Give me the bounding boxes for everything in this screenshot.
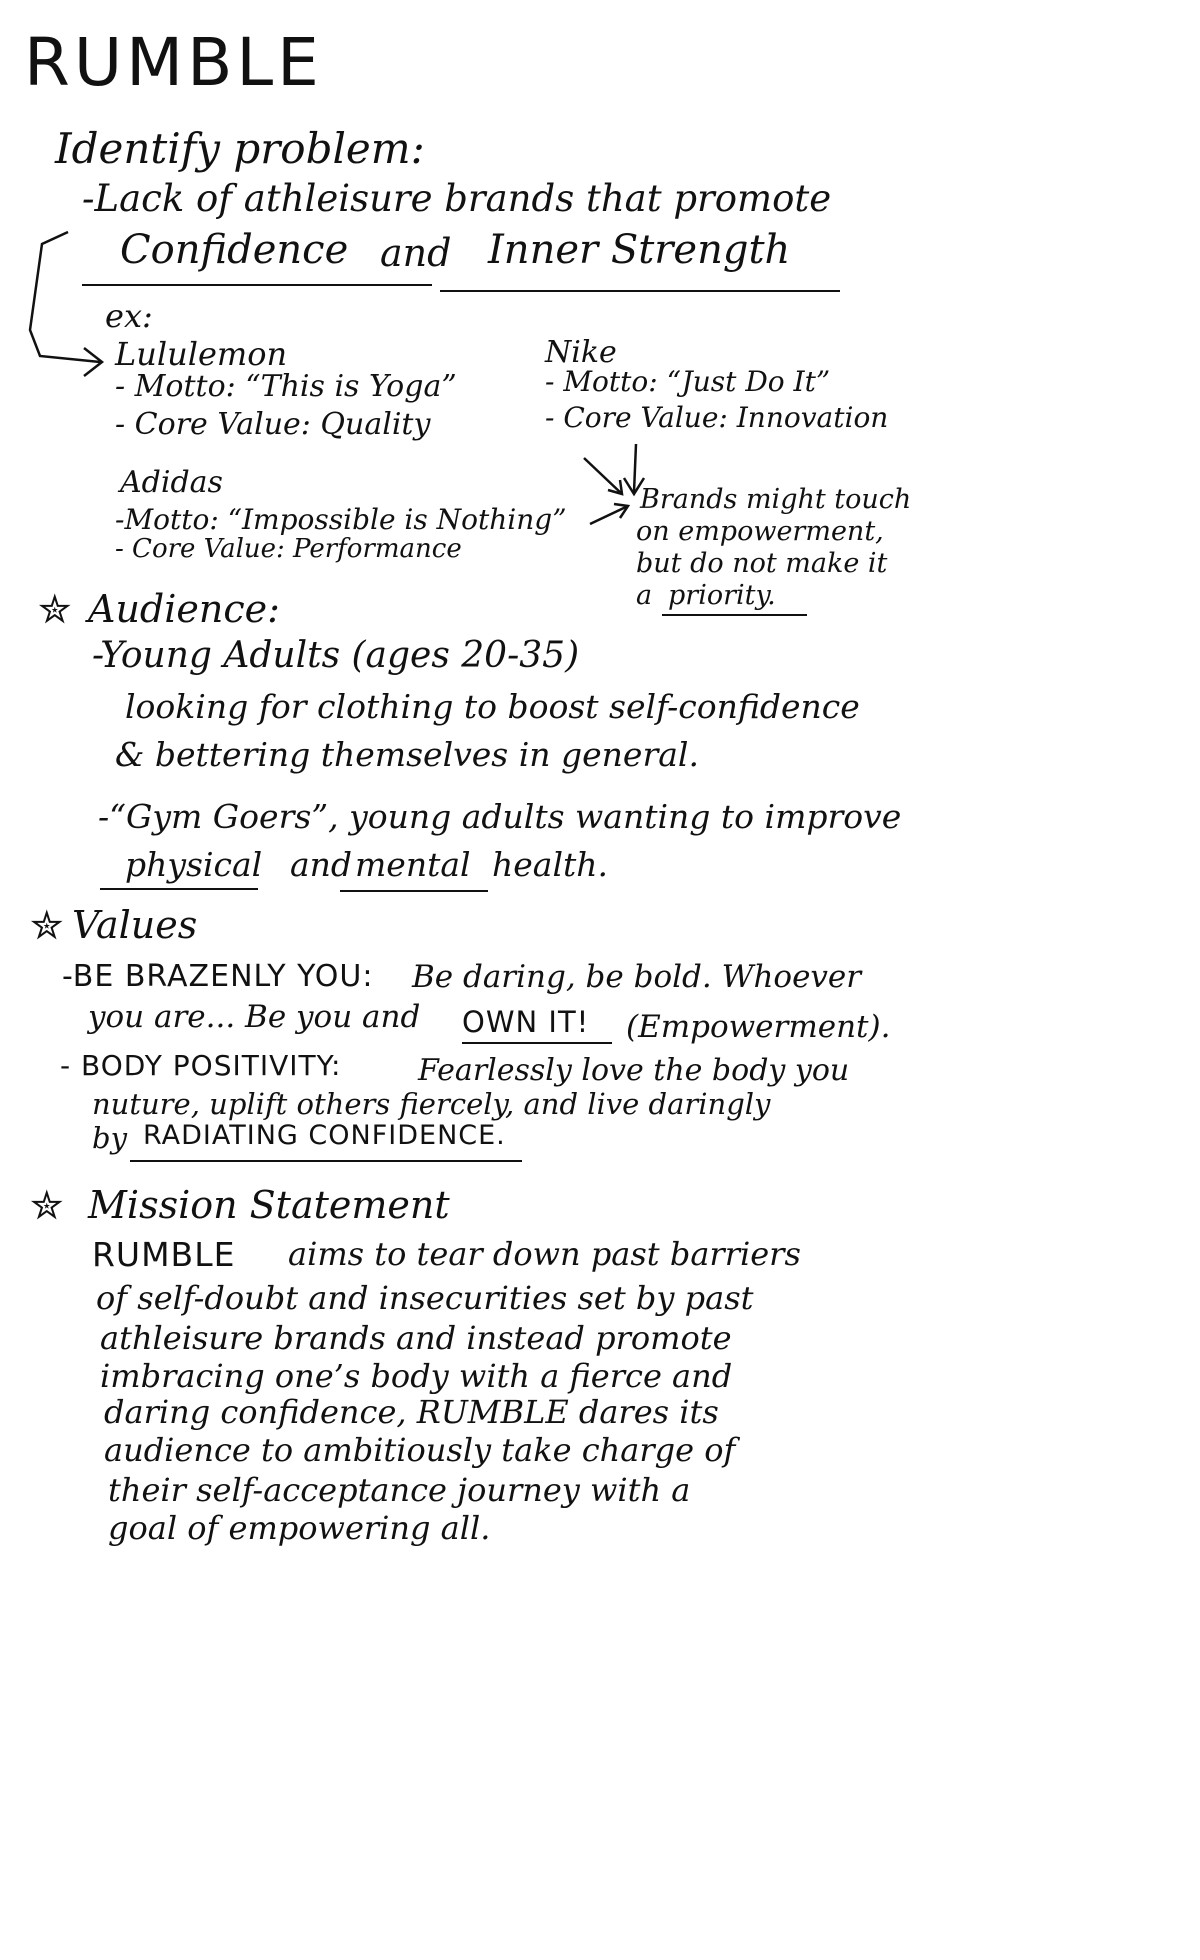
emphasis-confidence: Confidence [120,227,349,273]
audience-line4: -“Gym Goers”, young adults wanting to improve [98,797,902,836]
mission-line7: their self-acceptance journey with a [108,1471,691,1509]
brand-adidas-name: Adidas [120,465,223,500]
brand-adidas-core: - Core Value: Performance [115,534,462,564]
mission-heading: Mission Statement [88,1183,450,1227]
brands-note-line2: on empowerment, [636,516,884,547]
page-title: RUMBLE [24,24,323,101]
examples-label: ex: [105,297,153,335]
brands-note-line1: Brands might touch [640,484,912,515]
star-icon: ✮ [38,587,72,633]
brand-lululemon-core: - Core Value: Quality [115,407,431,442]
values-heading: Values [72,903,198,947]
value-2-line2: nuture, uplift others fiercely, and live daringly [92,1087,771,1121]
value-1-line2: you are... Be you and [88,999,421,1035]
mission-line2: of self-doubt and insecurities set by past [96,1279,754,1317]
mission-line6: audience to ambitiously take charge of [104,1431,736,1469]
arrow-down-2 [634,444,636,492]
audience-mental: mental [355,845,471,884]
value-1-own-it: OWN IT! [462,1005,590,1039]
value-2-title: - BODY POSITIVITY: [60,1049,342,1082]
audience-health: health. [492,845,609,884]
brands-note-line3: but do not make it [636,548,888,579]
arrow-down-1 [584,458,622,494]
mission-line4: imbracing one’s body with a fierce and [100,1357,733,1395]
brand-lululemon-motto: - Motto: “This is Yoga” [115,369,457,404]
brand-lululemon-name: Lululemon [115,335,288,373]
mission-line8: goal of empowering all. [108,1509,491,1547]
value-1-empowerment: (Empowerment). [626,1009,891,1045]
mission-line5: daring confidence, RUMBLE dares its [104,1393,719,1431]
value-1-text: Be daring, be bold. Whoever [412,959,862,995]
value-1-title: -BE BRAZENLY YOU: [62,959,374,994]
audience-and: and [290,845,353,884]
bracket-arrow [30,232,100,362]
star-icon: ✮ [30,1183,64,1229]
problem-heading: Identify problem: [55,124,425,173]
value-2-radiating-confidence: RADIATING CONFIDENCE. [143,1120,506,1151]
brands-note-a: a [636,580,653,611]
brand-nike-motto: - Motto: “Just Do It” [545,365,831,398]
problem-line: -Lack of athleisure brands that promote [82,177,832,220]
audience-line3: & bettering themselves in general. [115,735,699,774]
mission-lead: RUMBLE [92,1235,236,1274]
brand-nike-core: - Core Value: Innovation [545,401,889,434]
mission-line1: aims to tear down past barriers [288,1235,801,1273]
brands-note-priority: priority. [668,580,776,611]
star-icon: ✮ [30,903,64,949]
audience-heading: Audience: [88,587,280,631]
mission-line3: athleisure brands and instead promote [100,1319,732,1357]
value-2-text: Fearlessly love the body you [418,1053,850,1088]
brand-nike-name: Nike [545,335,617,370]
value-2-by: by [92,1121,127,1155]
emphasis-inner-strength: Inner Strength [488,227,791,273]
audience-physical: physical [125,845,263,884]
audience-line2: looking for clothing to boost self-confidence [125,687,860,726]
audience-line1: -Young Adults (ages 20-35) [92,635,580,676]
brand-adidas-motto: -Motto: “Impossible is Nothing” [115,503,567,536]
emphasis-and: and [380,231,452,275]
